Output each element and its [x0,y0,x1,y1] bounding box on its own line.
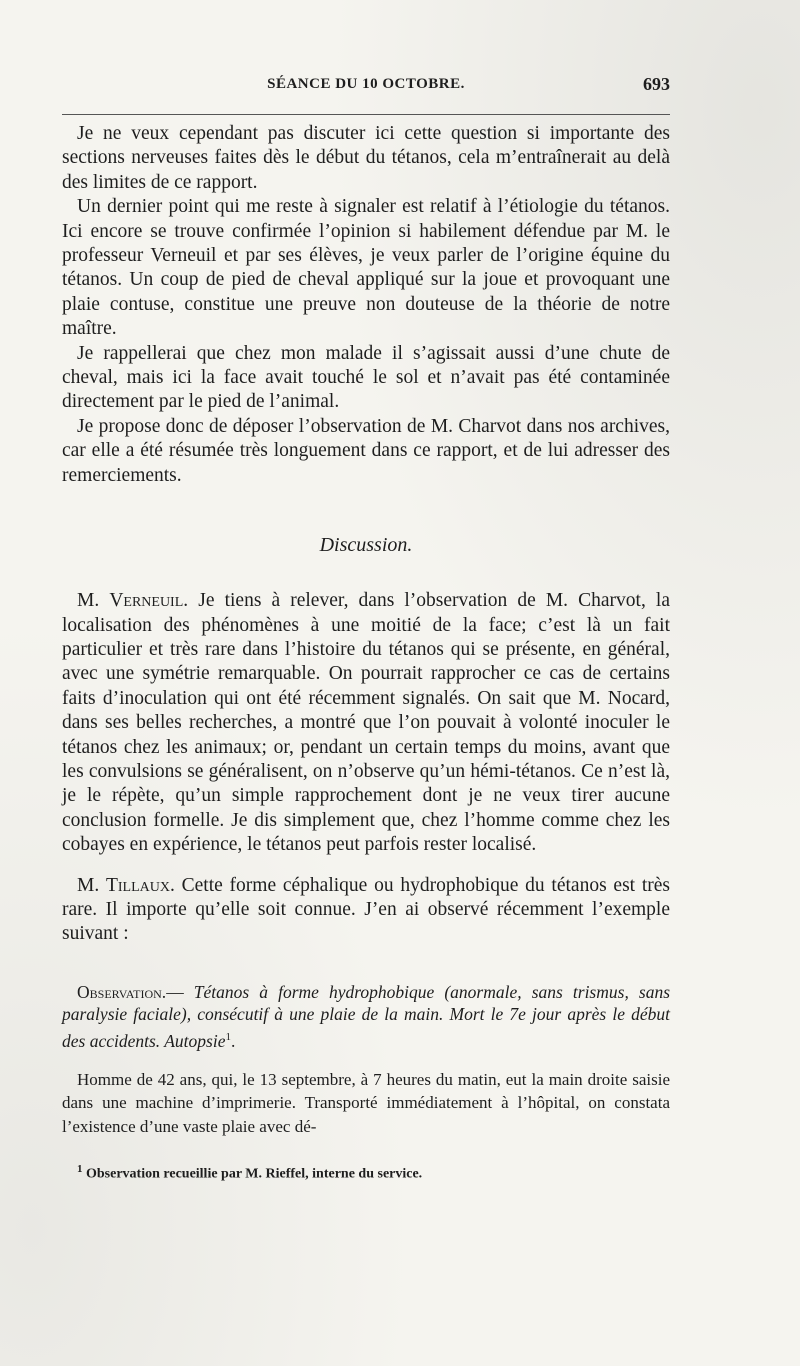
observation-title [62,981,670,1052]
footnote-text: Observation recueillie par M. Rieffel, interne du service. [82,1166,423,1182]
observation-case-text: Homme de 42 ans, qui, le 13 septembre, à 7 heures du matin, eut la main droite saisie dans une machine d’imprimerie. Transporté immédiatement à l’hôpital, on constata l’existence d’une vaste plaie avec dé- [62,1070,670,1136]
tillaux-paragraph [62,874,670,947]
observation-title-end: . [230,1030,236,1051]
paragraph-3: Je rappellerai que chez mon malade il s’agissait aussi d’une chute de cheval, mais ici la face avait touché le sol et n’avait pas été contaminée directement par le pied de l’animal. [62,342,670,413]
verneuil-text: . Je tiens à relever, dans l’observation de M. Charvot, la localisation des phénomènes à une moitié de la face; c’est là un fait particulier et très rare dans l’histoire du tétanos qui se présente, en général, avec une symétrie remarquable. On pourrait rapprocher ce cas de certains faits d’inoculation qui ont été récemment signalés. On sait que M. Nocard, dans ses belles recherches, a montré que l’on pouvait à volonté inoculer le tétanos chez les animaux; or, pendant un certain temps du moins, avant que les convulsions se généralisent, on n’observe qu’un hémi-tétanos. Ce n’est là, je le répète, qu’un simple rapprochement dont je ne veux tirer aucune conclusion formelle. Je dis simplement que, chez l’homme comme chez les cobayes en expérience, le tétanos peut parfois rester localisé. [62,590,671,856]
running-title: SÉANCE DU 10 OCTOBRE. [267,76,465,92]
observation-footnote-mark: 1 [225,1030,231,1043]
tillaux-text: . Cette forme céphalique ou hydrophobique du tétanos est très rare. Il importe qu’elle soit connue. J’en ai observé récemment l’exemple suivant : [62,874,670,945]
observation-label: Observation. [77,981,167,1002]
observation-title-text: Tétanos à forme hydrophobique (anormale, sans trismus, sans paralysie faciale), consécutif à une plaie de la main. Mort le 7e jour après le début des accidents. Autopsie [62,981,671,1051]
body-text [62,122,670,1183]
header-rule [62,114,670,115]
footnote [62,1163,670,1183]
verneuil-prefix: M. [77,590,110,612]
observation-block [62,981,670,1138]
page-number: 693 [643,74,670,94]
verneuil-paragraph [62,589,670,857]
paragraph-2: Un dernier point qui me reste à signaler est relatif à l’étiologie du tétanos. Ici encore se trouve confirmée l’opinion si habilement défendue par M. le professeur Verneuil et par ses élèves, je veux parler de l’origine équine du tétanos. Un coup de pied de cheval appliqué sur la joue et provoquant une plaie contuse, constitue une preuve non douteuse de la théorie de notre maître. [62,196,670,340]
discussion-heading: Discussion. [319,534,413,557]
footnote-mark: 1 [77,1163,83,1175]
observation-dash: — [166,981,194,1002]
speaker-tillaux: Tillaux [105,874,170,896]
paragraph-1: Je ne veux cependant pas discuter ici cette question si importante des sections nerveuses faites dès le début du tétanos, cela m’entraînerait au delà des limites de ce rapport. [62,123,670,193]
tillaux-prefix: M. [77,874,106,896]
paragraph-4: Je propose donc de déposer l’observation de M. Charvot dans nos archives, car elle a été résumée très longuement dans ce rapport, et de lui adresser des remerciements. [62,415,670,486]
running-head [62,76,670,102]
speaker-verneuil: Verneuil [109,590,184,612]
